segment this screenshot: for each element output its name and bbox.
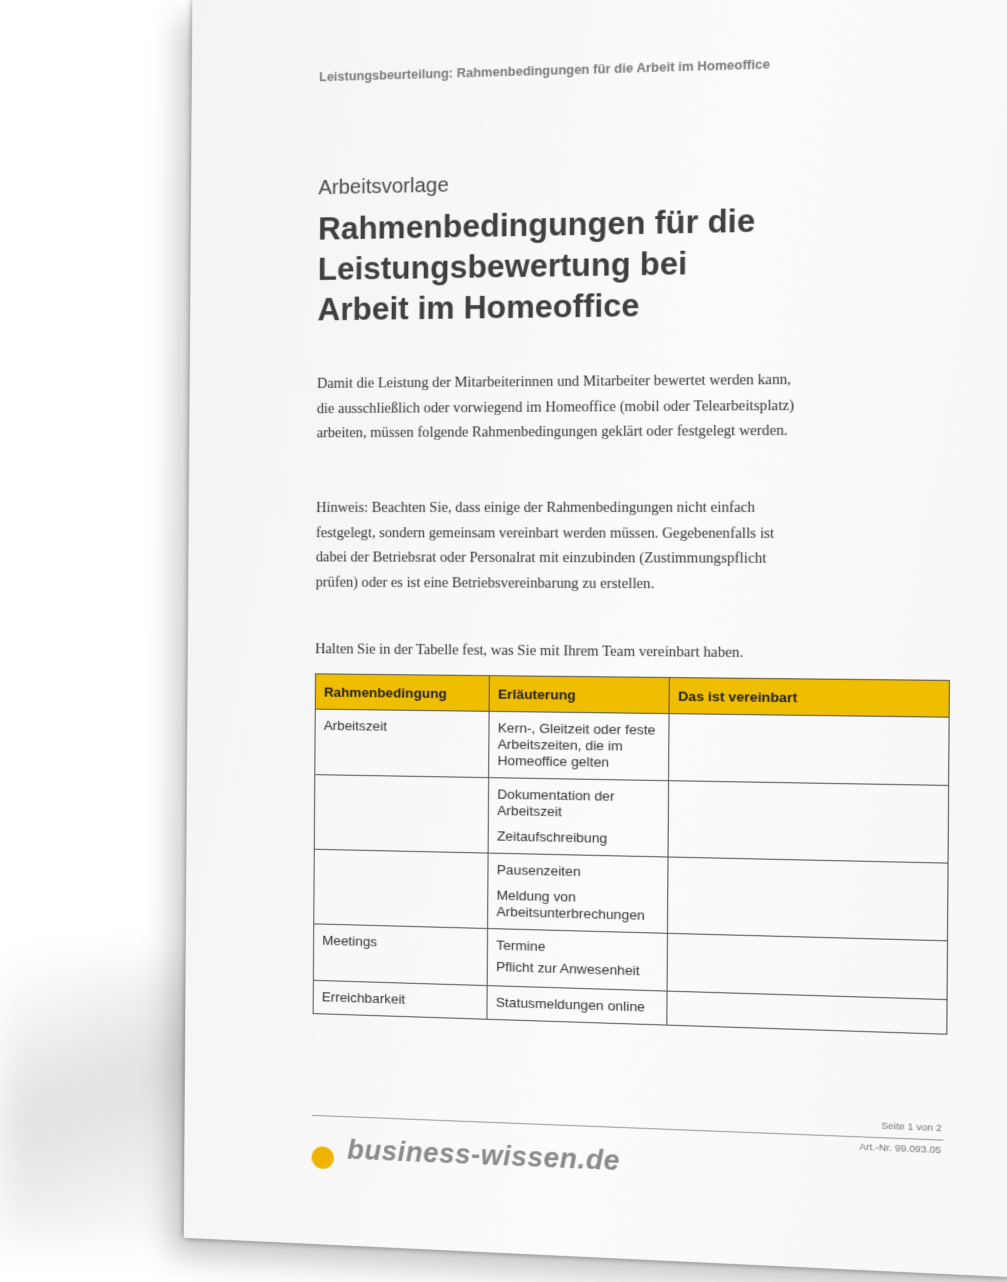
header-erlaeuterung: Erläuterung [489, 676, 669, 714]
running-header: Leistungsbeurteilung: Rahmenbedingungen für die Arbeit im Homeoffice [319, 57, 771, 85]
title-line-2: Leistungsbewertung bei [317, 245, 688, 288]
instruction-paragraph: Halten Sie in der Tabelle fest, was Sie mit Ihrem Team vereinbart haben. [315, 641, 744, 662]
explanation-cell [487, 986, 667, 1026]
explanation-line: Statusmeldungen online [495, 994, 646, 1015]
header-rahmenbedingung: Rahmenbedingung [315, 674, 489, 712]
title-line-1: Rahmenbedingungen für die [317, 202, 756, 247]
agreed-cell[interactable] [667, 857, 948, 941]
explanation-line: Termine [496, 937, 546, 955]
explanation-line: Zeitaufschreibung [496, 828, 608, 846]
explanation-line: Dokumentation der Arbeitszeit [497, 786, 615, 820]
explanation-cell [489, 711, 669, 780]
explanation-cell [488, 853, 668, 933]
intro-paragraph: Damit die Leistung der Mitarbeiterinnen und Mitarbeiter bewertet werden kann, die ausschließlich oder vorwiegend im Homeoffice (mobil oder Telearbeitsplatz) arbeiten, müssen folgende Rahmenbedingungen geklärt oder festgelegt werden. [316, 371, 795, 442]
table-row [315, 709, 949, 785]
document-preview [184, 0, 1007, 1282]
agreed-cell[interactable] [667, 991, 947, 1034]
document-page [184, 0, 1007, 1279]
article-number: Art.-Nr. 99.093.05 [859, 1141, 942, 1157]
header-vereinbart: Das ist vereinbart [669, 678, 949, 718]
agreed-cell[interactable] [667, 933, 947, 999]
document-title [317, 199, 841, 330]
condition-cell [314, 775, 488, 853]
explanation-line: Kern-, Gleitzeit oder feste Arbeitszeiten, die im Homeoffice gelten [497, 720, 656, 770]
condition-cell: Arbeitszeit [315, 709, 489, 777]
condition-cell [314, 849, 488, 928]
explanation-line: Pflicht zur Anwesenheit [496, 958, 640, 979]
condition-cell: Meetings [313, 924, 487, 986]
table-row [314, 775, 948, 863]
explanation-cell [487, 929, 667, 992]
page-number: Seite 1 von 2 [881, 1120, 942, 1135]
agreed-cell[interactable] [668, 781, 949, 863]
condition-cell: Erreichbarkeit [313, 980, 487, 1019]
brand-logo: business-wissen.de [347, 1134, 621, 1177]
document-type: Arbeitsvorlage [318, 174, 449, 200]
framework-table [313, 673, 950, 1034]
logo-dot-icon [312, 1146, 334, 1169]
explanation-line: Pausenzeiten [496, 861, 581, 880]
explanation-cell [488, 778, 668, 857]
hint-paragraph: Hinweis: Beachten Sie, dass einige der Rahmenbedingungen nicht einfach festgelegt, sondern gemeinsam vereinbart werden müssen. Gegebenenfalls ist dabei der Betriebsrat oder Personalrat mit einzubinden (Zustimmungspflicht prüfen) oder es ist eine Betriebsvereinbarung zu erstellen. [315, 499, 775, 592]
title-line-3: Arbeit im Homeoffice [317, 287, 640, 328]
agreed-cell[interactable] [669, 714, 950, 786]
explanation-line: Meldung von Arbeitsunterbrechungen [496, 887, 645, 923]
